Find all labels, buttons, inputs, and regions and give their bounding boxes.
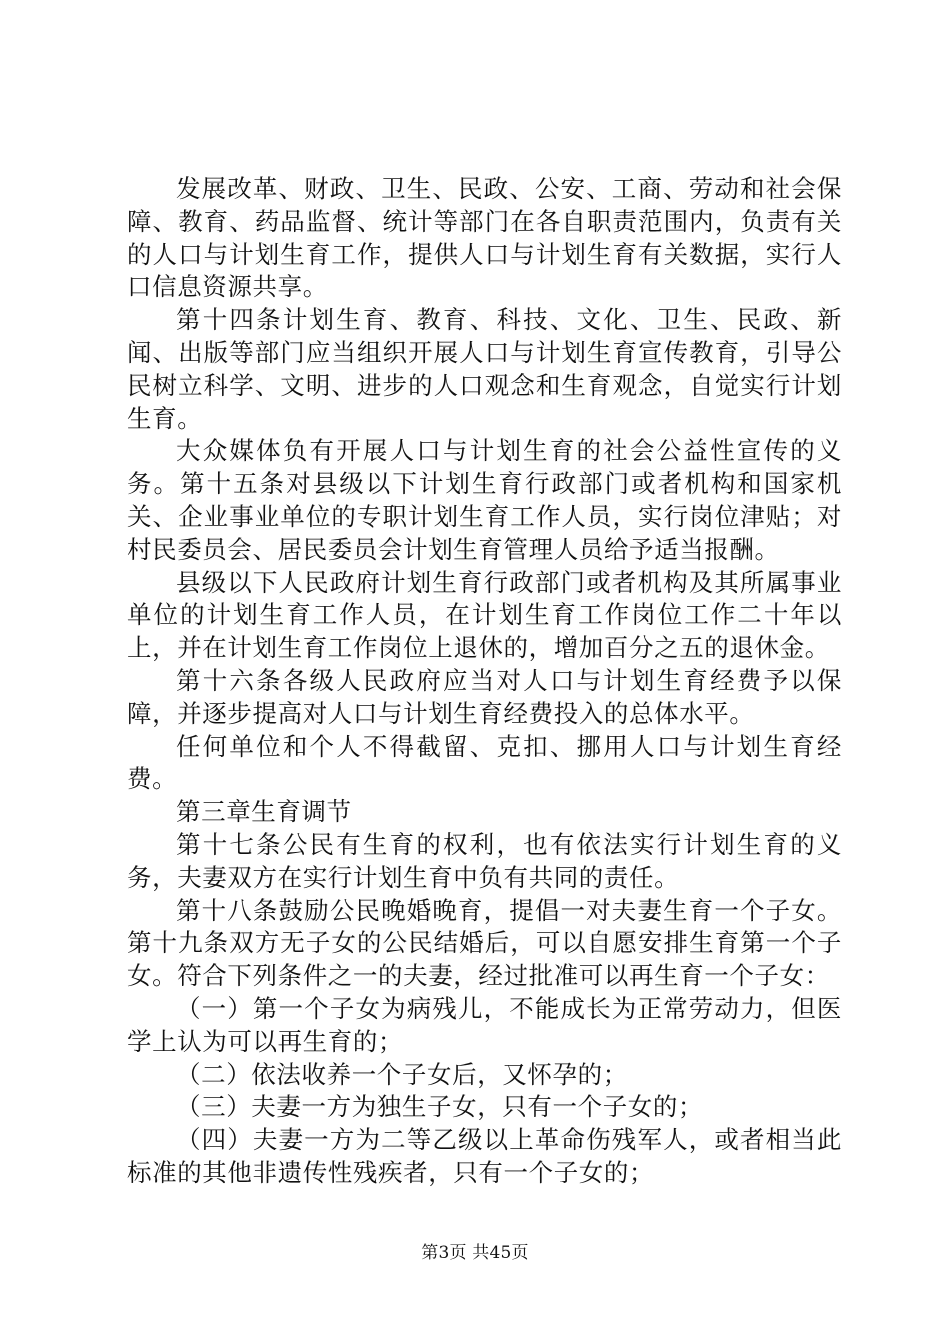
paragraph: 大众媒体负有开展人口与计划生育的社会公益性宣传的义务。第十五条对县级以下计划生育行政部门或者机构和国家机关、企业事业单位的专职计划生育工作人员，实行岗位津贴；对村民委员会、居民委员会计划生育管理人员给予适当报酬。 [127,436,842,564]
paragraph: 任何单位和个人不得截留、克扣、挪用人口与计划生育经费。 [127,731,842,794]
paragraph: 县级以下人民政府计划生育行政部门或者机构及其所属事业单位的计划生育工作人员，在计划生育工作岗位工作二十年以上，并在计划生育工作岗位上退休的，增加百分之五的退休金。 [127,567,842,663]
paragraph: 第十六条各级人民政府应当对人口与计划生育经费予以保障，并逐步提高对人口与计划生育经费投入的总体水平。 [127,665,842,728]
paragraph: 第十七条公民有生育的权利，也有依法实行计划生育的义务，夫妻双方在实行计划生育中负有共同的责任。 [127,829,842,892]
list-item: （一）第一个子女为病残儿，不能成长为正常劳动力，但医学上认为可以再生育的； [127,993,842,1056]
page-number: 第3页 [421,1243,467,1263]
list-item: （三）夫妻一方为独生子女，只有一个子女的； [176,1092,704,1122]
paragraph: 第十八条鼓励公民晚婚晚育，提倡一对夫妻生育一个子女。第十九条双方无子女的公民结婚后，可以自愿安排生育第一个子女。符合下列条件之一的夫妻，经过批准可以再生育一个子女： [127,895,842,991]
page-footer [0,1242,950,1264]
paragraph: 第十四条计划生育、教育、科技、文化、卫生、民政、新闻、出版等部门应当组织开展人口与计划生育宣传教育，引导公民树立科学、文明、进步的人口观念和生育观念，自觉实行计划生育。 [127,305,842,433]
paragraph: 发展改革、财政、卫生、民政、公安、工商、劳动和社会保障、教育、药品监督、统计等部门在各自职责范围内，负责有关的人口与计划生育工作，提供人口与计划生育有关数据，实行人口信息资源共享。 [127,174,842,302]
document-body [127,173,842,1190]
list-item: （四）夫妻一方为二等乙级以上革命伤残军人，或者相当此标准的其他非遗传性残疾者，只有一个子女的； [127,1125,842,1187]
list-item: （二）依法收养一个子女后，又怀孕的； [176,1059,628,1089]
total-pages: 共45页 [472,1243,529,1263]
chapter-heading: 第三章生育调节 [176,797,352,827]
